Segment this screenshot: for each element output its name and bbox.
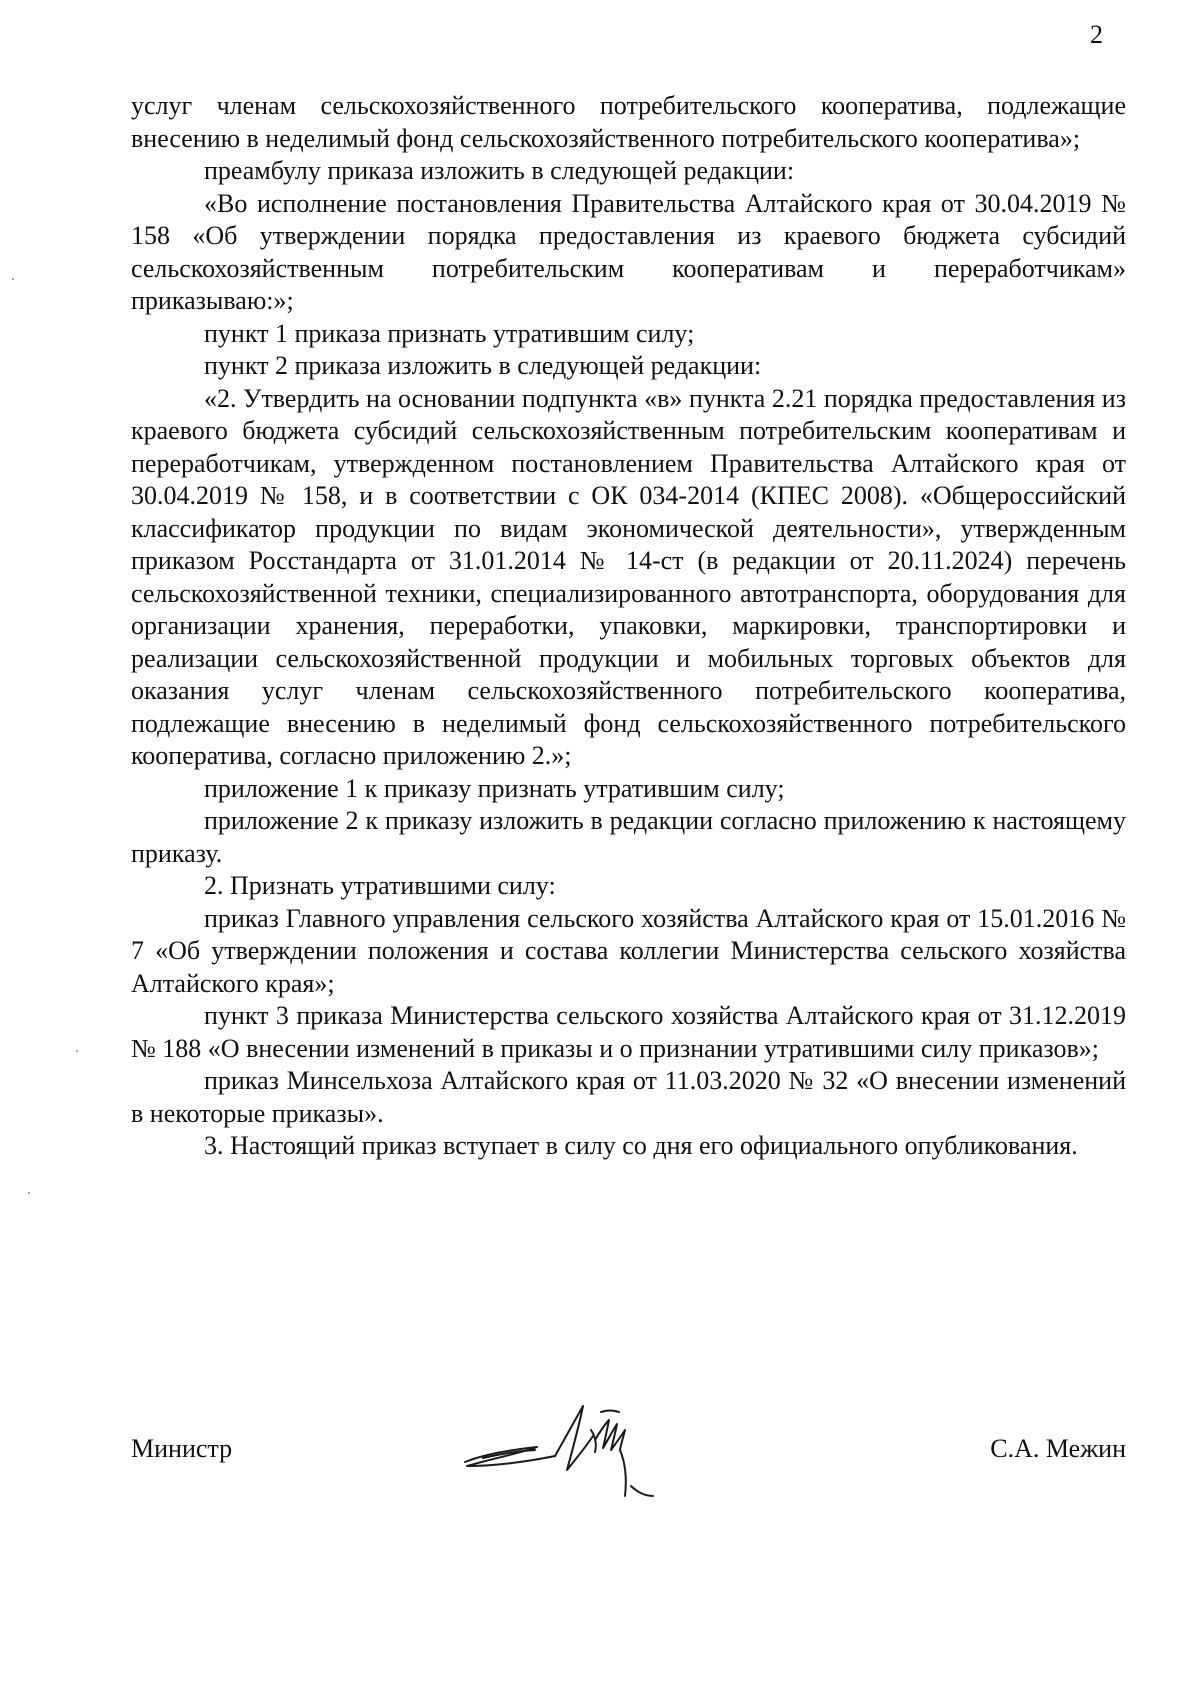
paragraph-continuation: услуг членам сельскохозяйственного потребительского кооператива, подлежащие внесению в неделимый фонд сельскохозяйственного потребительского кооператива»; — [131, 91, 1126, 153]
paragraph-repealed-order-2019: пункт 3 приказа Министерства сельского хозяйства Алтайского края от 31.12.2019 № 188 «О внесении изменений в приказы и о признании утратившими силу приказов»; — [131, 1001, 1126, 1063]
paragraph-repealed-order-2020: приказ Минсельхоза Алтайского края от 11.03.2020 № 32 «О внесении изменений в некоторые приказы». — [131, 1066, 1126, 1128]
scan-speck — [12, 278, 14, 280]
paragraph-repealed-order-2016: приказ Главного управления сельского хозяйства Алтайского края от 15.01.2016 № 7 «Об утверждении положения и состава коллегии Министерства сельского хозяйства Алтайского края»; — [131, 903, 1126, 998]
signatory-position: Министр — [131, 1434, 233, 1463]
page-number: 2 — [1090, 20, 1103, 49]
paragraph-preamble-instruction: преамбулу приказа изложить в следующей редакции: — [204, 156, 795, 185]
scan-speck — [76, 1050, 78, 1052]
paragraph-section-2-heading: 2. Признать утратившими силу: — [204, 871, 556, 900]
paragraph-clause-2-instruction: пункт 2 приказа изложить в следующей редакции: — [204, 351, 762, 380]
handwritten-signature — [455, 1400, 705, 1510]
paragraph-section-3-effective: 3. Настоящий приказ вступает в силу со дня его официального опубликования. — [204, 1131, 1078, 1160]
document-body — [131, 90, 1126, 1163]
paragraph-clause-1-repeal: пункт 1 приказа признать утратившим силу; — [204, 318, 695, 348]
scan-speck — [28, 1192, 30, 1194]
paragraph-preamble-text: «Во исполнение постановления Правительства Алтайского края от 30.04.2019 № 158 «Об утверждении порядка предоставления из краевого бюджета субсидий сельскохозяйственным потребительским кооперативам и переработчикам» приказываю:»; — [131, 188, 1126, 315]
paragraph-clause-2-text: «2. Утвердить на основании подпункта «в» пункта 2.21 порядка предоставления из краевого бюджета субсидий сельскохозяйственным потребительским кооперативам и переработчикам, утвержденном постановлением Правительства Алтайского края от 30.04.2019 № 158, и в соответствии с ОК 034-2014 (КПЕС 2008). «Общероссийский классификатор продукции по видам экономической деятельности», утвержденным приказом Росстандарта от 31.01.2014 № 14-ст (в редакции от 20.11.2024) перечень сельскохозяйственной техники, специализированного автотранспорта, оборудования для организации хранения, переработки, упаковки, маркировки, транспортировки и реализации сельскохозяйственной продукции и мобильных торговых объектов для оказания услуг членам сельскохозяйственного потребительского кооператива, подлежащие внесению в неделимый фонд сельскохозяйственного потребительского кооператива, согласно приложению 2.»; — [131, 383, 1126, 770]
paragraph-appendix-2-amend: приложение 2 к приказу изложить в редакции согласно приложению к настоящему приказу. — [131, 806, 1126, 868]
paragraph-appendix-1-repeal: приложение 1 к приказу признать утратившим силу; — [204, 773, 785, 803]
signatory-name: С.А. Межин — [990, 1434, 1126, 1463]
